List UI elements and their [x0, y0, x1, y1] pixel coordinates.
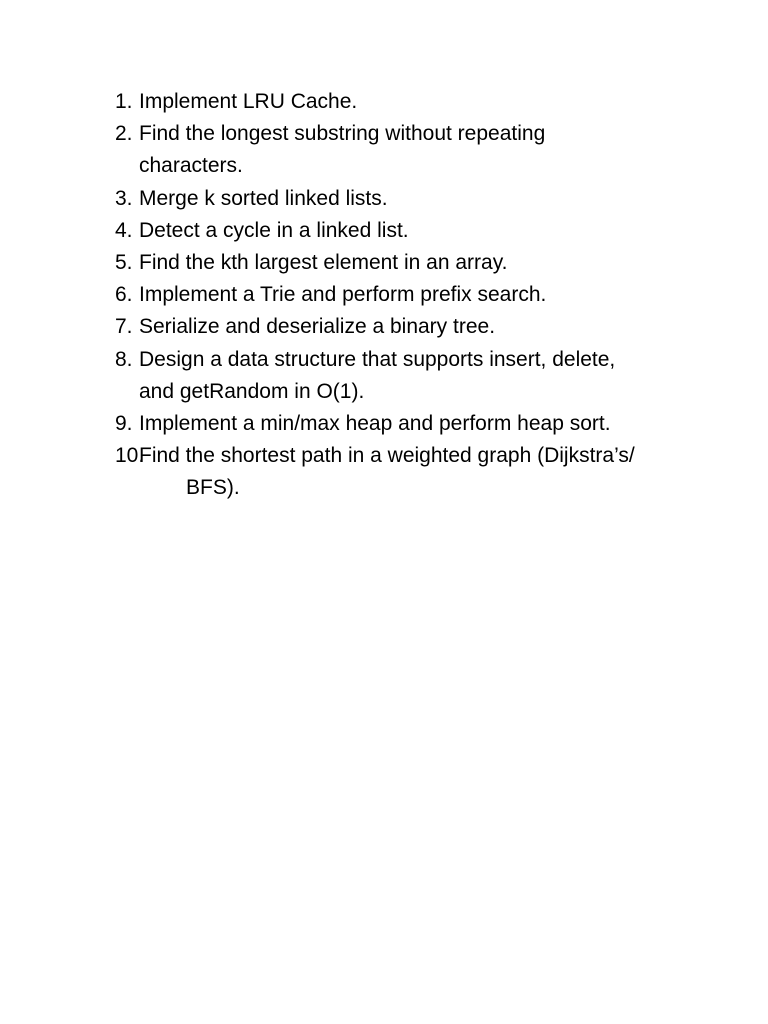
list-item-text: Implement LRU Cache.: [139, 90, 358, 113]
list-item: [115, 408, 635, 440]
list-item-number: 2.: [115, 122, 133, 146]
list-item-text: Find the longest substring without repeating characters.: [139, 122, 546, 178]
list-item-number: 7.: [115, 315, 133, 339]
list-item-text: Find the kth largest element in an array.: [139, 251, 508, 275]
list-item-number: 8.: [115, 347, 133, 371]
list-item-number: 6.: [115, 283, 133, 307]
list-item-text: Serialize and deserialize a binary tree.: [139, 315, 496, 339]
list-item: [115, 86, 635, 118]
list-item: [115, 183, 635, 215]
list-item-text: Merge k sorted linked lists.: [139, 186, 388, 210]
list-item: [115, 118, 635, 182]
list-item: [115, 344, 635, 408]
list-item-number: 10.: [115, 444, 145, 468]
list-item-text: Design a data structure that supports insert, delete, and getRandom in O(1).: [139, 347, 616, 403]
list-item: [115, 311, 635, 343]
list-item-text: Find the shortest path in a weighted graph (Dijkstra’s/ BFS).: [139, 444, 635, 500]
question-list: [115, 86, 635, 505]
list-item-text: Detect a cycle in a linked list.: [139, 218, 409, 242]
list-item: [115, 279, 635, 311]
list-item-number: 3.: [115, 186, 133, 210]
list-item: [115, 247, 635, 279]
list-item-number: 1.: [115, 90, 133, 113]
list-item-number: 4.: [115, 218, 133, 242]
list-item-text: Implement a Trie and perform prefix search.: [139, 283, 547, 307]
list-item-text: Implement a min/max heap and perform heap sort.: [139, 412, 611, 436]
list-item-number: 5.: [115, 251, 133, 275]
list-item-number: 9.: [115, 412, 133, 436]
list-item: [115, 215, 635, 247]
list-item: [115, 440, 635, 504]
